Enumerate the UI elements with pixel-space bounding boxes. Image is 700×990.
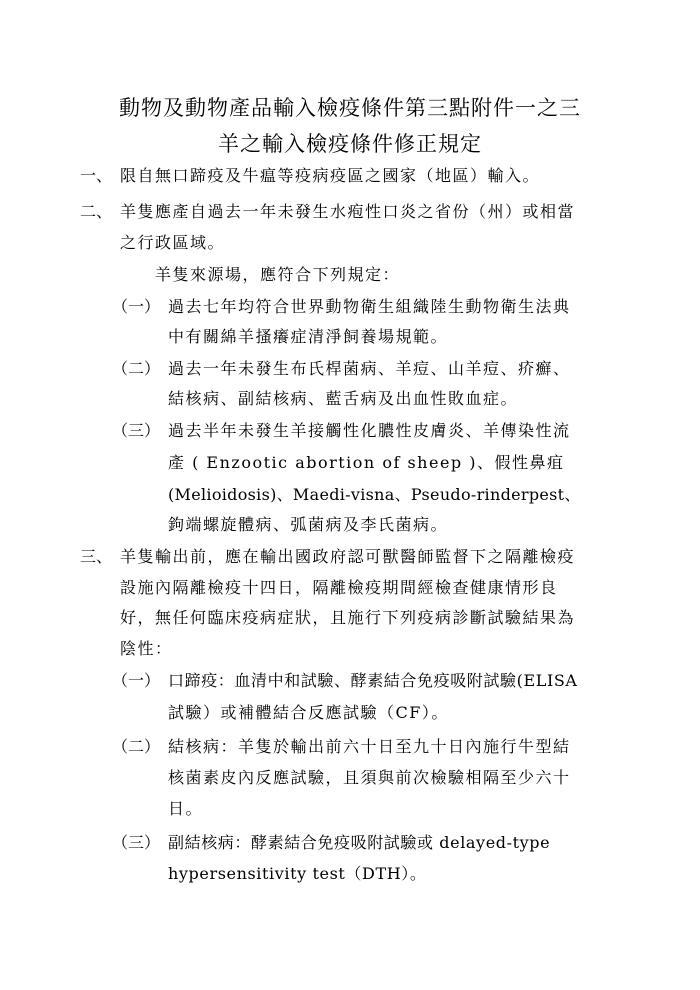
item-3-sub-2-line: 結核病：羊隻於輸出前六十日至九十日內施行牛型結 [168, 737, 571, 756]
item-2-sub-2-line: 過去一年未發生布氏桿菌病、羊痘、山羊痘、疥癬、 [168, 359, 571, 378]
item-3-sub-3-line: 副結核病：酵素結合免疫吸附試驗或 delayed-type [168, 833, 551, 852]
item-2-sub-3-line: 產 ( Enzootic abortion of sheep )、假性鼻疽 [168, 453, 565, 472]
item-3-sub-1-line: 試驗）或補體結合反應試驗（CF）。 [168, 703, 449, 722]
item-1-line: 限自無口蹄疫及牛瘟等疫病疫區之國家（地區）輸入。 [120, 166, 541, 185]
item-1-marker: 一、 [80, 166, 113, 185]
item-2-sub-2-marker: （二） [112, 359, 161, 378]
item-2-sub-1-line: 過去七年均符合世界動物衛生組織陸生動物衛生法典 [168, 297, 571, 316]
item-3-line: 陰性： [120, 639, 173, 658]
item-2-sub-3-marker: （三） [112, 421, 161, 440]
document-title-line-2: 羊之輸入檢疫條件修正規定 [218, 132, 482, 156]
item-2-sub-1-line: 中有關綿羊搔癢症清淨飼養場規範。 [168, 327, 449, 346]
item-2-sub-3-line: 過去半年未發生羊接觸性化膿性皮膚炎、羊傳染性流 [168, 421, 571, 440]
item-3-marker: 三、 [80, 547, 113, 566]
item-2-sub-2-line: 結核病、副結核病、藍舌病及出血性敗血症。 [168, 389, 519, 408]
item-2-marker: 二、 [80, 202, 113, 221]
item-2-line: 羊隻應產自過去一年未發生水疱性口炎之省份（州）或相當 [120, 202, 576, 221]
item-2-sub-3-line: 鉤端螺旋體病、弧菌病及李氏菌病。 [168, 515, 449, 534]
item-3-sub-1-line: 口蹄疫：血清中和試驗、酵素結合免疫吸附試驗(ELISA [168, 671, 578, 690]
item-3-line: 好，無任何臨床疫病症狀，且施行下列疫病診斷試驗結果為 [120, 608, 576, 627]
item-3-sub-3-line: hypersensitivity test（DTH）。 [168, 864, 427, 883]
item-3-line: 設施內隔離檢疫十四日，隔離檢疫期間經檢查健康情形良 [120, 578, 558, 597]
document-title-line-1: 動物及動物產品輸入檢疫條件第三點附件一之三 [119, 96, 581, 120]
item-3-sub-2-line: 日。 [168, 799, 204, 818]
item-2-sub-1-marker: （一） [112, 297, 161, 316]
item-3-sub-2-marker: （二） [112, 737, 161, 756]
item-3-sub-1-marker: （一） [112, 671, 161, 690]
item-3-sub-3-marker: （三） [112, 833, 161, 852]
item-2-sub-3-line: (Melioidosis)、Maedi-visna、Pseudo-rinderpest、 [168, 485, 581, 504]
item-3-line: 羊隻輸出前，應在輸出國政府認可獸醫師監督下之隔離檢疫 [120, 547, 576, 566]
item-3-sub-2-line: 核菌素皮內反應試驗，且須與前次檢驗相隔至少六十 [168, 768, 571, 787]
item-2-line: 之行政區域。 [120, 233, 226, 252]
item-2-intro: 羊隻來源場，應符合下列規定： [155, 265, 401, 284]
